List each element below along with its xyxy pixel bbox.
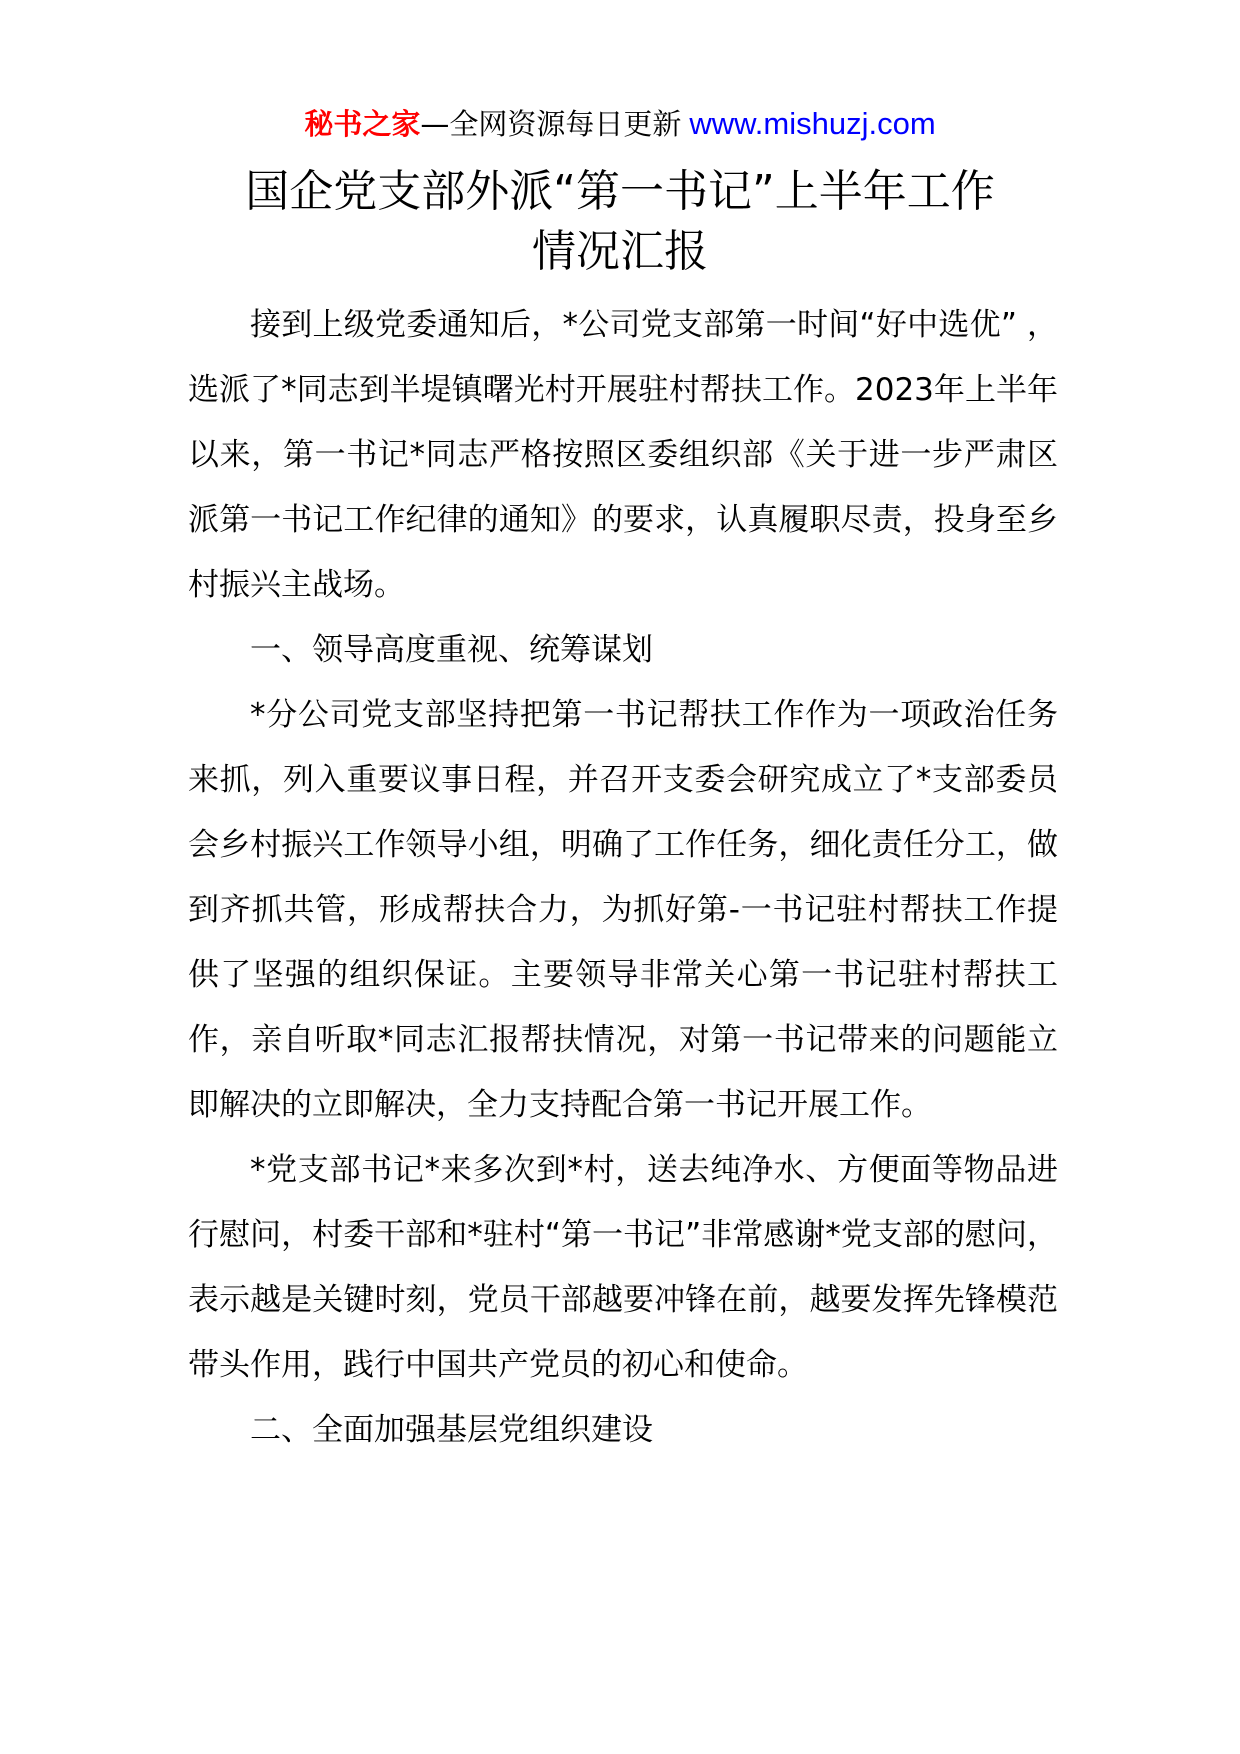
section-heading-2: 二、全面加强基层党组织建设 — [250, 1412, 653, 1448]
title-line-1: 国企党支部外派“第一书记”上半年工作 — [245, 166, 995, 217]
site-tagline: —全网资源每日更新 — [420, 107, 682, 141]
document-title — [150, 162, 1090, 282]
title-line-2: 情况汇报 — [532, 226, 708, 277]
document-body — [188, 293, 1058, 1463]
section-heading-1: 一、领导高度重视、统筹谋划 — [250, 632, 653, 668]
site-brand: 秘书之家 — [304, 107, 421, 141]
paragraph-section1-a: *分公司党支部坚持把第一书记帮扶工作作为一项政治任务来抓，列入重要议事日程，并召开支委会研究成立了*支部委员会乡村振兴工作领导小组，明确了工作任务，细化责任分工，做到齐抓共管，形成帮扶合力，为抓好第-一书记驻村帮扶工作提供了坚强的组织保证。主要领导非常关心第一书记驻村帮扶工作，亲自听取*同志汇报帮扶情况，对第一书记带来的问题能立即解决的立即解决，全力支持配合第一书记开展工作。 — [188, 697, 1058, 1123]
site-header — [0, 104, 1240, 144]
paragraph-section1-b: *党支部书记*来多次到*村，送去纯净水、方便面等物品进行慰问，村委干部和*驻村“第一书记”非常感谢*党支部的慰问，表示越是关键时刻，党员干部越要冲锋在前，越要发挥先锋模范带头作用，践行中国共产党员的初心和使命。 — [188, 1152, 1058, 1383]
site-url-link[interactable]: www.mishuzj.com — [689, 106, 936, 141]
paragraph-intro: 接到上级党委通知后，*公司党支部第一时间“好中选优” ，选派了*同志到半堤镇曙光村开展驻村帮扶工作。2023年上半年以来，第一书记*同志严格按照区委组织部《关于进一步严肃区派第一书记工作纪律的通知》的要求，认真履职尽责，投身至乡村振兴主战场。 — [188, 307, 1058, 603]
